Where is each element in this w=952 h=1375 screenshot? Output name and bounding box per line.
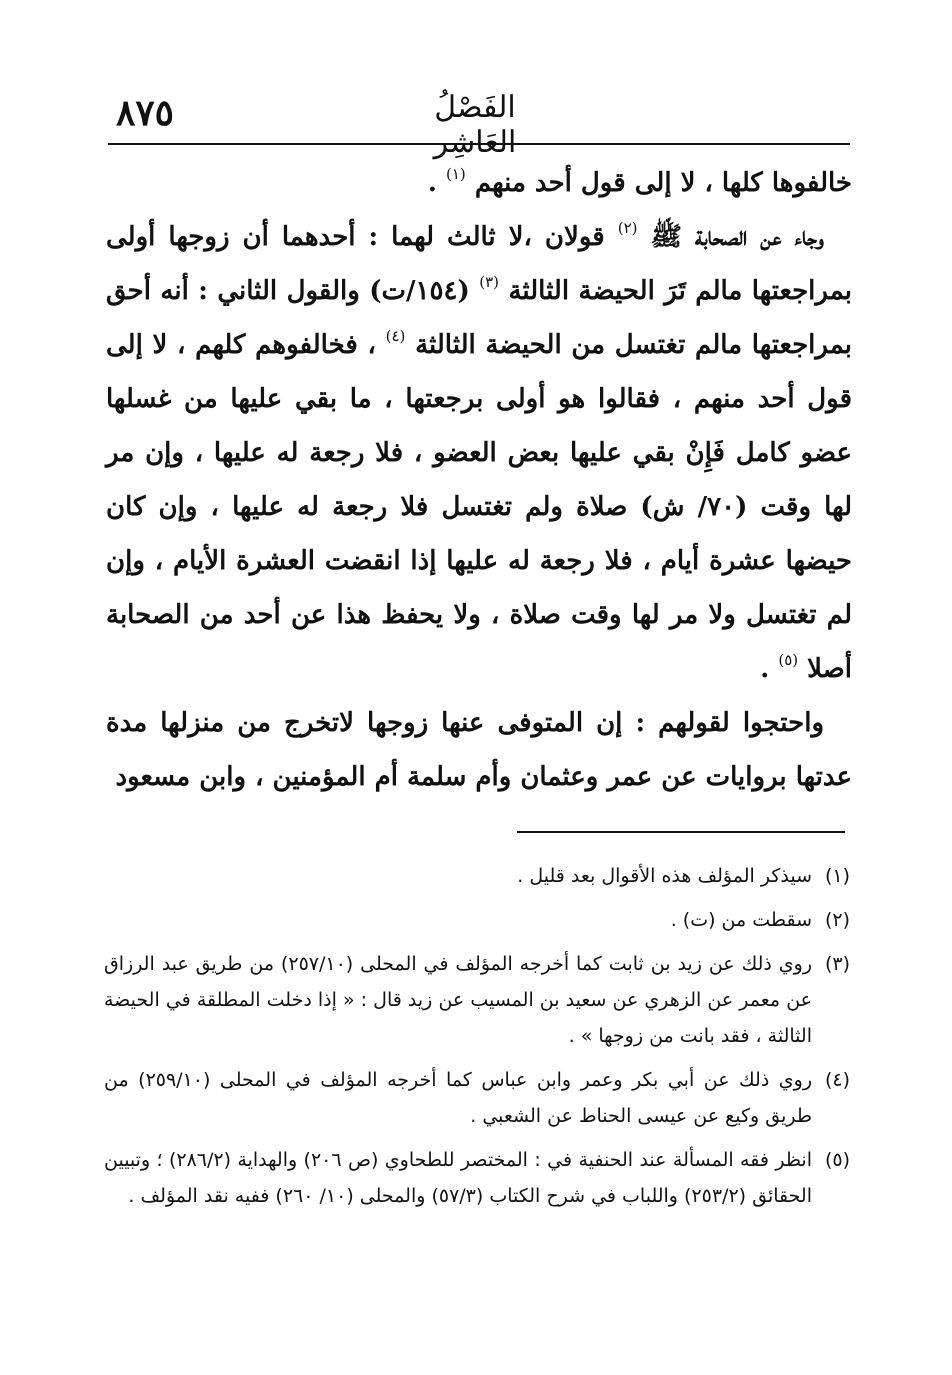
- footnotes: [104, 858, 850, 1222]
- main-text: [106, 156, 852, 804]
- footnote-ref-4: (٤): [385, 327, 406, 345]
- paragraph-2-part-a: وجاء عن الصحابة ﷺ: [650, 222, 824, 252]
- footnote-ref-5: (٥): [778, 651, 799, 669]
- footnote-5: [104, 1142, 850, 1214]
- paragraph-1-text: خالفوها كلها ، لا إلى قول أحد منهم: [474, 168, 852, 198]
- footnote-separator: [517, 831, 845, 833]
- footnote-number: (٤): [824, 1069, 850, 1091]
- footnote-text: انظر فقه المسألة عند الحنفية في : المختصر للطحاوي (ص ٢٠٦) والهداية (٢٨٦/٢) ؛ وتبيين الحقائق (٢٥٣/٢) واللباب في شرح الكتاب (٥٧/٣) والمحلى (١٠/ ٢٦٠) ففيه نقد المؤلف .: [104, 1149, 812, 1207]
- footnote-ref-1: (١): [445, 165, 466, 183]
- paragraph-2: [106, 210, 852, 696]
- footnote-1: [104, 858, 850, 894]
- running-title: الفَصْلُ العَاشِر: [433, 90, 517, 160]
- page-number: ٨٧٥: [116, 92, 175, 134]
- footnote-text: روي ذلك عن أبي بكر وعمر وابن عباس كما أخرجه المؤلف في المحلى (٢٥٩/١٠) من طريق وكيع عن عيسى الحناط عن الشعبي .: [104, 1069, 813, 1127]
- paragraph-3: [106, 696, 852, 804]
- footnote-text: روي ذلك عن زيد بن ثابت كما أخرجه المؤلف في المحلى (٢٥٧/١٠) من طريق عبد الرزاق عن معمر عن الزهري عن سعيد بن المسيب عن زيد قال : « إذا دخلت المطلقة في الحيضة الثالثة ، فقد بانت من زوجها » .: [104, 953, 812, 1047]
- footnote-3: [104, 946, 850, 1054]
- footnote-number: (٢): [824, 909, 850, 931]
- paragraph-2-end: .: [760, 654, 779, 684]
- footnote-number: (١): [824, 865, 850, 887]
- footnote-text: سقطت من (ت) .: [670, 909, 812, 931]
- paragraph-2-part-d: ، فخالفوهم كلهم ، لا إلى قول أحد منهم ، فقالوا هو أولى برجعتها ، ما بقي عليها من غسلها عضو كامل فَإِنْ بقي عليها بعض العضو ، فلا رجعة له عليها ، وإن مر لها وقت (٧٠/ ش) صلاة ولم تغتسل فلا رجعة له عليها ، وإن كان حيضها عشرة أيام ، فلا رجعة له عليها إذا انقضت العشرة الأيام ، وإن لم تغتسل ولا مر لها وقت صلاة ، ولا يحفظ هذا عن أحد من الصحابة أصلا: [106, 330, 853, 684]
- footnote-2: [104, 902, 850, 938]
- footnote-number: (٥): [824, 1149, 850, 1171]
- paragraph-1: [106, 156, 852, 210]
- header-rule: [108, 143, 850, 145]
- footnote-text: سيذكر المؤلف هذه الأقوال بعد قليل .: [517, 865, 812, 887]
- footnote-ref-2: (٢): [617, 219, 638, 237]
- paragraph-2-part-b: قولان ،لا ثالث لهما : أحدهما أن زوجها أولى بمراجعتها مالم تَرَ الحيضة الثالثة: [106, 222, 853, 306]
- footnote-4: [104, 1062, 850, 1134]
- paragraph-1-end: .: [427, 168, 446, 198]
- footnote-ref-3: (٣): [479, 273, 499, 291]
- paragraph-3-text: واحتجوا لقولهم : إن المتوفى عنها زوجها لاتخرج من منزلها مدة عدتها بروايات عن عمر وعثمان وأم سلمة أم المؤمنين ، وابن مسعود: [106, 708, 852, 792]
- footnote-number: (٣): [824, 953, 850, 975]
- paragraph-2-part-c: (١٥٤/ت) والقول الثاني : أنه أحق بمراجعتها مالم تغتسل من الحيضة الثالثة: [106, 276, 853, 360]
